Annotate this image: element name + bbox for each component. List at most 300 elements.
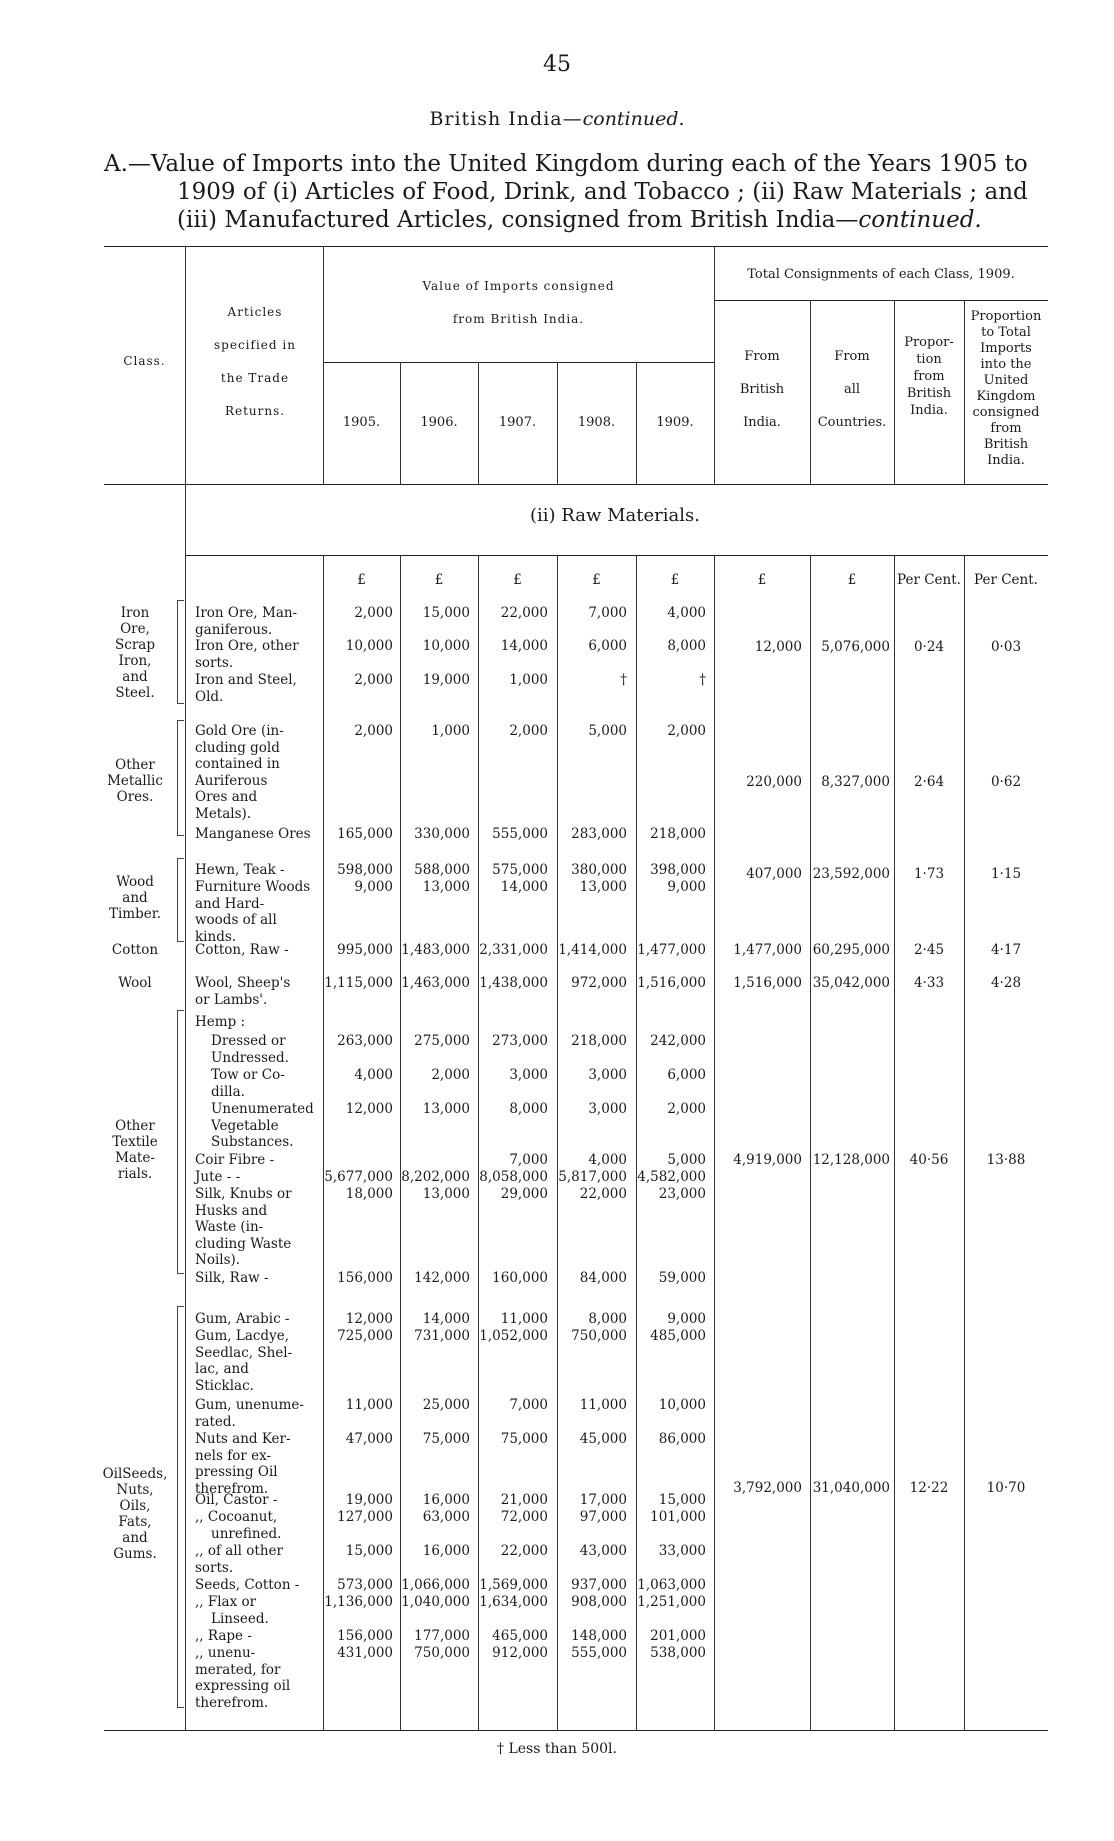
article-label bbox=[195, 1645, 315, 1711]
article-line: Silk, Raw - bbox=[195, 1270, 269, 1286]
class-brace bbox=[177, 720, 184, 836]
year-value-1907: 1,438,000 bbox=[479, 975, 548, 991]
year-value-1908: 7,000 bbox=[588, 605, 627, 621]
article-label bbox=[195, 826, 315, 843]
class-label-line: Ore, bbox=[120, 621, 150, 637]
class-label-line: Scrap bbox=[115, 637, 155, 653]
unit-1906: £ bbox=[434, 572, 444, 588]
proportion-from-british-india: 12·22 bbox=[909, 1480, 949, 1496]
class-label-line: OilSeeds, bbox=[102, 1466, 168, 1482]
year-value-1909: † bbox=[699, 672, 706, 688]
total-from-all-countries: 31,040,000 bbox=[812, 1480, 890, 1496]
article-line: kinds. bbox=[195, 928, 237, 945]
article-line: ,, Rape - bbox=[195, 1628, 252, 1644]
total-from-british-india: 407,000 bbox=[746, 866, 802, 882]
year-value-1908: 22,000 bbox=[579, 1186, 627, 1202]
year-value-1905: 995,000 bbox=[337, 942, 393, 958]
class-brace bbox=[177, 1306, 184, 1708]
article-label bbox=[195, 1101, 315, 1151]
article-label bbox=[195, 1492, 315, 1509]
year-value-1907: 273,000 bbox=[492, 1033, 548, 1049]
year-value-1909: 1,251,000 bbox=[637, 1594, 706, 1610]
article-label bbox=[195, 1186, 315, 1269]
unit-prop-total: Per Cent. bbox=[974, 572, 1038, 588]
article-line: Gum, Arabic - bbox=[195, 1311, 290, 1327]
article-line: ganiferous. bbox=[195, 621, 273, 638]
class-brace bbox=[177, 1010, 184, 1274]
proportion-from-british-india: 2·45 bbox=[913, 942, 945, 958]
article-line: pressing Oil bbox=[195, 1464, 278, 1480]
article-label bbox=[195, 1169, 315, 1186]
header-pt-8: from bbox=[990, 421, 1022, 436]
year-value-1905: 1,115,000 bbox=[324, 975, 393, 991]
article-line: Linseed. bbox=[211, 1610, 269, 1627]
class-label bbox=[90, 874, 180, 922]
year-value-1908: 3,000 bbox=[588, 1101, 627, 1117]
header-class-text: Class. bbox=[123, 354, 166, 368]
year-value-1905: 12,000 bbox=[345, 1101, 393, 1117]
header-proportion-5: India. bbox=[910, 403, 948, 418]
year-value-1908: 4,000 bbox=[588, 1152, 627, 1168]
title-line-3-text: (iii) Manufactured Articles, consigned from British India— bbox=[177, 207, 859, 233]
article-line: Gum, unenume- bbox=[195, 1397, 304, 1413]
class-label-line: Oils, bbox=[119, 1498, 151, 1514]
article-line: Hewn, Teak - bbox=[195, 862, 285, 878]
year-value-1909: 485,000 bbox=[650, 1328, 706, 1344]
class-brace bbox=[177, 858, 184, 942]
article-line: Old. bbox=[195, 688, 224, 705]
header-pt-5: United bbox=[983, 373, 1029, 388]
heading-main: British India— bbox=[429, 108, 583, 130]
class-label-line: Iron bbox=[120, 605, 150, 621]
year-value-1906: 8,202,000 bbox=[401, 1169, 470, 1185]
article-label bbox=[195, 1067, 315, 1100]
article-label bbox=[195, 1431, 315, 1497]
proportion-to-total-imports: 4·17 bbox=[990, 942, 1022, 958]
year-value-1908: 11,000 bbox=[579, 1397, 627, 1413]
year-value-1907: 1,569,000 bbox=[479, 1577, 548, 1593]
header-from-all bbox=[810, 340, 894, 439]
article-label bbox=[195, 1577, 315, 1594]
total-from-all-countries: 8,327,000 bbox=[821, 774, 890, 790]
year-value-1907: 160,000 bbox=[492, 1270, 548, 1286]
proportion-to-total-imports: 1·15 bbox=[990, 866, 1022, 882]
header-class bbox=[104, 345, 185, 378]
title-line-2: 1909 of (i) Articles of Food, Drink, and Tobacco ; (ii) Raw Materials ; and bbox=[177, 179, 1028, 205]
article-label bbox=[195, 862, 315, 879]
unit-1908: £ bbox=[592, 572, 601, 588]
header-value-group-1: Value of Imports consigned bbox=[422, 279, 615, 293]
proportion-to-total-imports: 0·03 bbox=[990, 639, 1022, 655]
article-line: ,, Flax or bbox=[195, 1594, 257, 1610]
year-value-1908: 218,000 bbox=[571, 1033, 627, 1049]
year-value-1908: 283,000 bbox=[571, 826, 627, 842]
year-value-1905: 4,000 bbox=[354, 1067, 393, 1083]
class-label-line: Ores. bbox=[116, 789, 154, 805]
table-title bbox=[104, 150, 1054, 234]
year-value-1906: 16,000 bbox=[422, 1543, 470, 1559]
class-label bbox=[90, 1118, 180, 1182]
total-from-british-india: 1,516,000 bbox=[733, 975, 802, 991]
total-from-british-india: 220,000 bbox=[746, 774, 802, 790]
year-value-1906: 1,483,000 bbox=[401, 942, 470, 958]
year-value-1908: 45,000 bbox=[579, 1431, 627, 1447]
article-line: ,, Cocoanut, bbox=[195, 1509, 278, 1525]
article-line: Iron Ore, other bbox=[195, 638, 299, 654]
year-value-1909: 8,000 bbox=[667, 638, 706, 654]
year-value-1908: 555,000 bbox=[571, 1645, 627, 1661]
year-value-1909: 59,000 bbox=[658, 1270, 706, 1286]
article-label bbox=[195, 975, 315, 1008]
year-value-1905: 18,000 bbox=[345, 1186, 393, 1202]
year-value-1907: 465,000 bbox=[492, 1628, 548, 1644]
article-line: Iron Ore, Man- bbox=[195, 605, 298, 621]
year-value-1908: 3,000 bbox=[588, 1067, 627, 1083]
unit-1909: £ bbox=[670, 572, 680, 588]
year-value-1905: 156,000 bbox=[337, 1270, 393, 1286]
year-value-1909: 33,000 bbox=[658, 1543, 706, 1559]
year-value-1905: 15,000 bbox=[345, 1543, 393, 1559]
table-top-rule bbox=[104, 246, 1048, 247]
header-year-1909: 1909. bbox=[656, 415, 694, 430]
article-line: lac, and bbox=[195, 1361, 249, 1377]
article-label bbox=[195, 879, 315, 945]
year-value-1907: 8,058,000 bbox=[479, 1169, 548, 1185]
col-rule-1909-body bbox=[714, 555, 715, 1730]
year-value-1906: 750,000 bbox=[414, 1645, 470, 1661]
article-label bbox=[195, 1270, 315, 1287]
article-line: Gum, Lacdye, bbox=[195, 1328, 289, 1344]
year-value-1908: 1,414,000 bbox=[558, 942, 627, 958]
article-line: Seeds, Cotton - bbox=[195, 1577, 300, 1593]
year-value-1906: 330,000 bbox=[414, 826, 470, 842]
year-value-1905: 2,000 bbox=[354, 672, 393, 688]
year-value-1905: 127,000 bbox=[337, 1509, 393, 1525]
class-label-line: Other bbox=[115, 1118, 155, 1134]
proportion-to-total-imports: 0·62 bbox=[990, 774, 1022, 790]
class-label-line: Cotton bbox=[111, 942, 159, 958]
article-line: Cotton, Raw - bbox=[195, 942, 289, 958]
year-value-1908: 380,000 bbox=[571, 862, 627, 878]
year-value-1909: 9,000 bbox=[667, 1311, 706, 1327]
header-proportion-total bbox=[964, 309, 1048, 469]
page-number: 45 bbox=[543, 52, 571, 77]
class-label bbox=[90, 757, 180, 805]
article-line: Vegetable bbox=[211, 1117, 279, 1134]
year-value-1905: 47,000 bbox=[345, 1431, 393, 1447]
year-value-1908: † bbox=[620, 672, 627, 688]
year-value-1906: 13,000 bbox=[422, 1101, 470, 1117]
header-proportion-3: from bbox=[913, 369, 945, 384]
year-value-1905: 2,000 bbox=[354, 605, 393, 621]
article-line: Iron and Steel, bbox=[195, 672, 297, 688]
year-value-1908: 13,000 bbox=[579, 879, 627, 895]
total-group-rule bbox=[714, 300, 1048, 301]
article-line: Dressed or bbox=[211, 1033, 286, 1049]
year-value-1907: 1,634,000 bbox=[479, 1594, 548, 1610]
col-rule-class bbox=[185, 246, 186, 1730]
title-continued: continued. bbox=[858, 207, 982, 233]
year-value-1905: 156,000 bbox=[337, 1628, 393, 1644]
header-from-bi-3: India. bbox=[743, 415, 781, 430]
class-label-line: Textile bbox=[112, 1134, 158, 1150]
article-line: Sticklac. bbox=[195, 1377, 254, 1394]
proportion-to-total-imports: 4·28 bbox=[990, 975, 1022, 991]
year-value-1905: 598,000 bbox=[337, 862, 393, 878]
article-line: merated, for bbox=[195, 1661, 281, 1678]
article-line: and Hard- bbox=[195, 895, 265, 912]
year-value-1908: 17,000 bbox=[579, 1492, 627, 1508]
article-line: Noils). bbox=[195, 1252, 241, 1268]
year-value-1907: 11,000 bbox=[500, 1311, 548, 1327]
article-line: unrefined. bbox=[211, 1525, 282, 1542]
year-value-1906: 1,066,000 bbox=[401, 1577, 470, 1593]
proportion-from-british-india: 0·24 bbox=[913, 639, 945, 655]
header-pt-10: India. bbox=[987, 453, 1025, 468]
article-label bbox=[195, 1594, 315, 1627]
article-line: Hemp : bbox=[195, 1014, 246, 1030]
class-label-line: Steel. bbox=[115, 685, 155, 701]
year-value-1907: 1,052,000 bbox=[479, 1328, 548, 1344]
year-value-1905: 12,000 bbox=[345, 1311, 393, 1327]
year-value-1907: 22,000 bbox=[500, 1543, 548, 1559]
total-from-all-countries: 23,592,000 bbox=[812, 866, 890, 882]
header-pt-7: consigned bbox=[972, 405, 1040, 420]
year-value-1906: 275,000 bbox=[414, 1033, 470, 1049]
year-value-1907: 29,000 bbox=[500, 1186, 548, 1202]
proportion-from-british-india: 2·64 bbox=[913, 774, 945, 790]
article-line: Auriferous bbox=[195, 772, 268, 789]
header-total-group: Total Consignments of each Class, 1909. bbox=[747, 267, 1015, 282]
class-label-line: Gums. bbox=[113, 1546, 157, 1562]
proportion-from-british-india: 1·73 bbox=[913, 866, 945, 882]
year-value-1909: 1,516,000 bbox=[637, 975, 706, 991]
article-line: Husks and bbox=[195, 1202, 268, 1219]
class-label-line: and bbox=[122, 669, 148, 685]
year-value-1909: 23,000 bbox=[658, 1186, 706, 1202]
year-value-1906: 588,000 bbox=[414, 862, 470, 878]
year-value-1906: 1,000 bbox=[431, 723, 470, 739]
header-pt-1: Proportion bbox=[970, 309, 1042, 324]
year-value-1909: 5,000 bbox=[667, 1152, 706, 1168]
header-articles-4: Returns. bbox=[224, 404, 286, 418]
article-line: rated. bbox=[195, 1413, 236, 1430]
total-from-all-countries: 12,128,000 bbox=[812, 1152, 890, 1168]
article-line: Seedlac, Shel- bbox=[195, 1344, 293, 1361]
year-value-1909: 201,000 bbox=[650, 1628, 706, 1644]
article-label bbox=[195, 723, 315, 822]
year-value-1907: 72,000 bbox=[500, 1509, 548, 1525]
proportion-to-total-imports: 10·70 bbox=[986, 1480, 1026, 1496]
year-value-1905: 10,000 bbox=[345, 638, 393, 654]
article-label bbox=[195, 1397, 315, 1430]
header-pt-6: Kingdom bbox=[976, 389, 1036, 404]
year-value-1907: 21,000 bbox=[500, 1492, 548, 1508]
year-value-1905: 5,677,000 bbox=[324, 1169, 393, 1185]
header-articles-1: Articles bbox=[227, 305, 283, 319]
year-value-1907: 2,331,000 bbox=[479, 942, 548, 958]
year-value-1909: 398,000 bbox=[650, 862, 706, 878]
article-line: cluding Waste bbox=[195, 1235, 292, 1252]
class-label-line: Wool bbox=[118, 975, 152, 991]
year-value-1908: 148,000 bbox=[571, 1628, 627, 1644]
year-value-1909: 1,477,000 bbox=[637, 942, 706, 958]
total-from-all-countries: 35,042,000 bbox=[812, 975, 890, 991]
class-label-line: Other bbox=[115, 757, 155, 773]
article-line: Manganese Ores bbox=[195, 826, 311, 842]
unit-from-bi: £ bbox=[757, 572, 767, 588]
article-label bbox=[195, 1509, 315, 1542]
year-value-1906: 16,000 bbox=[422, 1492, 470, 1508]
article-label bbox=[195, 1543, 315, 1576]
total-from-british-india: 4,919,000 bbox=[733, 1152, 802, 1168]
year-value-1909: 2,000 bbox=[667, 1101, 706, 1117]
header-value-group-2: from British India. bbox=[452, 312, 585, 326]
year-value-1909: 15,000 bbox=[658, 1492, 706, 1508]
year-value-1906: 15,000 bbox=[422, 605, 470, 621]
unit-1907: £ bbox=[513, 572, 522, 588]
article-label bbox=[195, 1628, 315, 1645]
year-value-1905: 11,000 bbox=[345, 1397, 393, 1413]
year-value-1908: 8,000 bbox=[588, 1311, 627, 1327]
year-value-1905: 725,000 bbox=[337, 1328, 393, 1344]
class-label-line: Iron, bbox=[118, 653, 152, 669]
header-year-1905: 1905. bbox=[342, 415, 381, 430]
class-label bbox=[90, 605, 180, 701]
year-value-1905: 263,000 bbox=[337, 1033, 393, 1049]
year-value-1907: 22,000 bbox=[500, 605, 548, 621]
page-heading bbox=[0, 108, 1114, 130]
header-year-1906: 1906. bbox=[420, 415, 458, 430]
header-pt-9: British bbox=[983, 437, 1029, 452]
section-heading: (ii) Raw Materials. bbox=[530, 505, 700, 526]
article-line: ,, of all other bbox=[195, 1543, 283, 1559]
header-articles-2: specified in bbox=[214, 338, 296, 352]
year-value-1905: 9,000 bbox=[354, 879, 393, 895]
col-rule-from-bi-body bbox=[810, 555, 811, 1730]
article-line: Undressed. bbox=[211, 1049, 289, 1066]
title-line-3 bbox=[104, 206, 1054, 234]
class-label-line: Fats, bbox=[118, 1514, 152, 1530]
header-proportion-2: tion bbox=[916, 352, 942, 367]
article-line: Furniture Woods bbox=[195, 879, 311, 895]
year-value-1906: 13,000 bbox=[422, 1186, 470, 1202]
header-bottom-rule bbox=[104, 484, 1048, 485]
proportion-from-british-india: 4·33 bbox=[913, 975, 945, 991]
article-line: Tow or Co- bbox=[211, 1067, 285, 1083]
header-value-group bbox=[323, 270, 714, 336]
year-value-1907: 75,000 bbox=[500, 1431, 548, 1447]
header-year-1908: 1908. bbox=[577, 415, 616, 430]
year-value-1908: 750,000 bbox=[571, 1328, 627, 1344]
article-line: sorts. bbox=[195, 1559, 234, 1576]
year-value-1907: 1,000 bbox=[509, 672, 548, 688]
article-line: Gold Ore (in- bbox=[195, 723, 284, 739]
total-from-british-india: 12,000 bbox=[754, 639, 802, 655]
year-value-1908: 972,000 bbox=[571, 975, 627, 991]
year-value-1908: 5,817,000 bbox=[558, 1169, 627, 1185]
year-value-1908: 43,000 bbox=[579, 1543, 627, 1559]
year-value-1907: 8,000 bbox=[509, 1101, 548, 1117]
year-value-1906: 75,000 bbox=[422, 1431, 470, 1447]
year-value-1907: 575,000 bbox=[492, 862, 548, 878]
year-value-1908: 97,000 bbox=[579, 1509, 627, 1525]
class-label bbox=[90, 975, 180, 991]
article-line: Substances. bbox=[211, 1134, 294, 1150]
article-line: Coir Fibre - bbox=[195, 1152, 275, 1168]
article-line: dilla. bbox=[211, 1083, 245, 1100]
total-from-all-countries: 60,295,000 bbox=[812, 942, 890, 958]
header-from-bi-2: British bbox=[739, 382, 785, 397]
year-value-1909: 86,000 bbox=[658, 1431, 706, 1447]
year-value-1907: 555,000 bbox=[492, 826, 548, 842]
year-value-1906: 13,000 bbox=[422, 879, 470, 895]
year-value-1905: 431,000 bbox=[337, 1645, 393, 1661]
class-label-line: and bbox=[122, 1530, 148, 1546]
title-line-1: A.—Value of Imports into the United Kingdom during each of the Years 1905 to bbox=[104, 151, 1028, 177]
year-value-1907: 3,000 bbox=[509, 1067, 548, 1083]
header-proportion bbox=[894, 334, 964, 419]
year-value-1908: 937,000 bbox=[571, 1577, 627, 1593]
total-from-british-india: 1,477,000 bbox=[733, 942, 802, 958]
year-value-1906: 25,000 bbox=[422, 1397, 470, 1413]
header-proportion-4: British bbox=[906, 386, 952, 401]
year-value-1906: 19,000 bbox=[422, 672, 470, 688]
header-from-bi bbox=[714, 340, 810, 439]
table-bottom-rule bbox=[104, 1730, 1048, 1731]
year-value-1905: 165,000 bbox=[337, 826, 393, 842]
article-label bbox=[195, 605, 315, 638]
class-label-line: Timber. bbox=[108, 906, 162, 922]
unit-prop: Per Cent. bbox=[897, 572, 961, 588]
year-value-1906: 1,040,000 bbox=[401, 1594, 470, 1610]
year-value-1907: 912,000 bbox=[492, 1645, 548, 1661]
year-value-1906: 10,000 bbox=[422, 638, 470, 654]
header-pt-3: Imports bbox=[980, 341, 1032, 356]
class-label-line: Wood bbox=[116, 874, 154, 890]
article-line: ,, unenu- bbox=[195, 1645, 256, 1661]
article-label bbox=[195, 672, 315, 705]
year-value-1909: 6,000 bbox=[667, 1067, 706, 1083]
header-articles-3: the Trade bbox=[220, 371, 290, 385]
year-value-1905: 1,136,000 bbox=[324, 1594, 393, 1610]
col-rule-from-all-body bbox=[894, 555, 895, 1730]
year-value-1906: 63,000 bbox=[422, 1509, 470, 1525]
year-value-1909: 2,000 bbox=[667, 723, 706, 739]
article-line: sorts. bbox=[195, 654, 234, 671]
class-label-line: Mate- bbox=[115, 1150, 155, 1166]
year-value-1906: 2,000 bbox=[431, 1067, 470, 1083]
article-line: nels for ex- bbox=[195, 1447, 272, 1464]
year-value-1905: 2,000 bbox=[354, 723, 393, 739]
class-label bbox=[90, 1466, 180, 1562]
year-value-1909: 1,063,000 bbox=[637, 1577, 706, 1593]
article-line: Jute - - bbox=[195, 1169, 241, 1185]
header-from-bi-1: From bbox=[744, 349, 780, 364]
article-line: therefrom. bbox=[195, 1694, 269, 1711]
article-label bbox=[195, 1311, 315, 1328]
unit-1905: £ bbox=[357, 572, 366, 588]
article-line: Ores and bbox=[195, 789, 258, 805]
year-value-1907: 2,000 bbox=[509, 723, 548, 739]
article-line: Nuts and Ker- bbox=[195, 1431, 291, 1447]
article-label bbox=[195, 942, 315, 959]
proportion-to-total-imports: 13·88 bbox=[986, 1152, 1026, 1168]
class-label-line: and bbox=[122, 890, 148, 906]
article-line: therefrom. bbox=[195, 1480, 269, 1497]
article-label bbox=[195, 1014, 315, 1031]
article-label bbox=[195, 638, 315, 671]
